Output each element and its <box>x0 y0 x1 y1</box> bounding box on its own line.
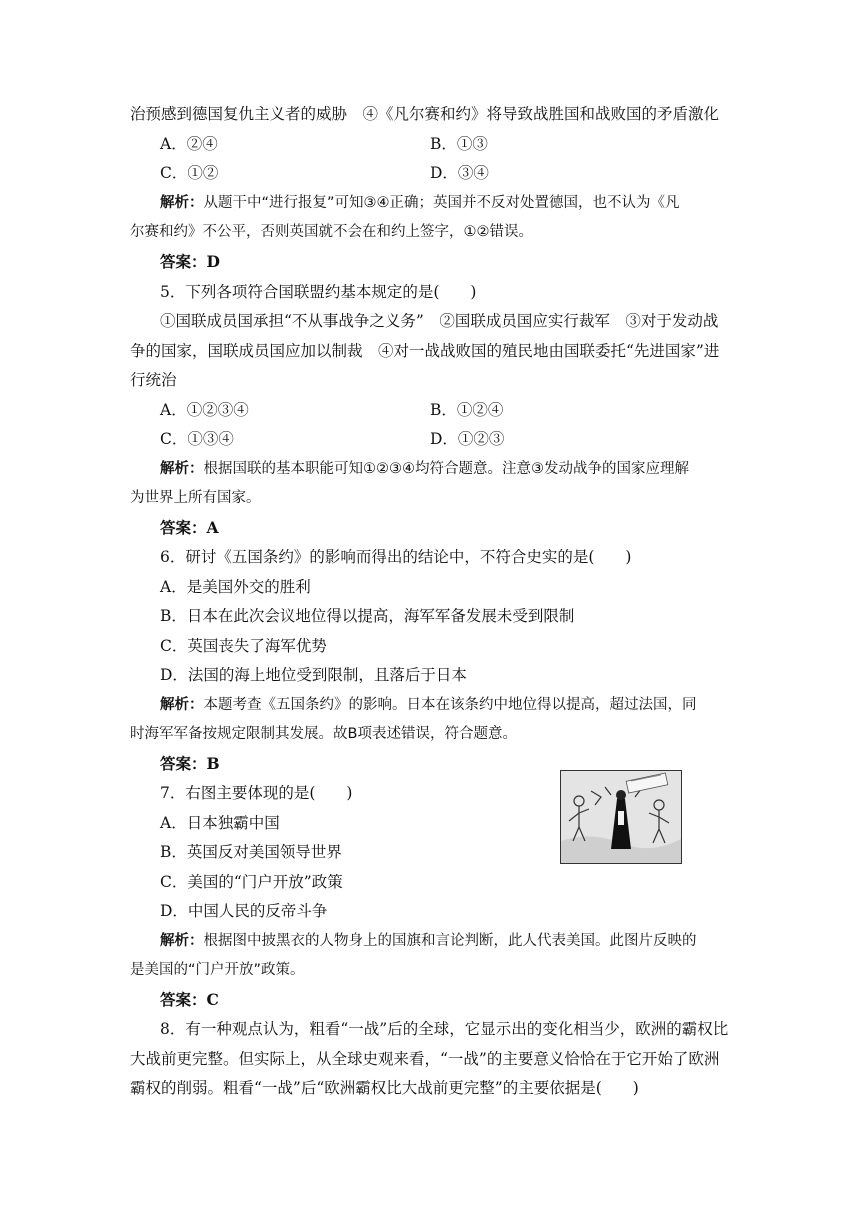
cartoon-image <box>560 770 682 864</box>
q6-answer <box>160 754 220 774</box>
q5-analysis-line-2: 为世界上所有国家。 <box>130 490 261 506</box>
analysis-label: 解析： <box>160 195 204 211</box>
q8-stem-line-3: 霸权的削弱。粗看“一战”后“欧洲霸权比大战前更完整”的主要依据是( ) <box>130 1079 639 1097</box>
q6-option-d: D．法国的海上地位受到限制，且落后于日本 <box>160 666 467 684</box>
q6-analysis-line-1 <box>160 695 697 715</box>
q7-option-c: C．美国的“门户开放”政策 <box>160 873 343 891</box>
q4-option-b: B．①③ <box>430 135 488 153</box>
q5-body-line-2: 争的国家，国联成员国应加以制裁 ④对一战战败国的殖民地由国联委托“先进国家”进 <box>130 342 720 360</box>
q4-answer <box>160 252 220 272</box>
answer-label: 答案： <box>160 252 207 271</box>
q7-analysis-line-1 <box>160 931 697 951</box>
q5-body-line-3: 行统治 <box>130 371 177 389</box>
analysis-text: 本题考查《五国条约》的影响。日本在该条约中地位得以提高，超过法国，同 <box>203 697 697 713</box>
answer-label: 答案： <box>160 754 207 773</box>
q6-option-a: A．是美国外交的胜利 <box>160 578 311 596</box>
answer-value: B <box>206 754 220 773</box>
q5-answer <box>160 518 219 538</box>
q5-body-line-1: ①国联成员国承担“不从事战争之义务” ②国联成员国应实行裁军 ③对于发动战 <box>160 312 719 330</box>
answer-label: 答案： <box>160 990 207 1009</box>
q8-stem-line-2: 大战前更完整。但实际上，从全球史观来看，“一战”的主要意义恰恰在于它开始了欧洲 <box>130 1050 720 1068</box>
q5-analysis-line-1 <box>160 459 689 479</box>
q4-stem-tail: 治预感到德国复仇主义者的威胁 ④《凡尔赛和约》将导致战胜国和战败国的矛盾激化 <box>130 105 720 123</box>
answer-value: A <box>206 518 219 537</box>
analysis-text: 根据图中披黑衣的人物身上的国旗和言论判断，此人代表美国。此图片反映的 <box>203 933 697 949</box>
answer-value: D <box>206 252 220 271</box>
q4-analysis-line-1 <box>160 193 680 213</box>
q7-analysis-line-2: 是美国的“门户开放”政策。 <box>130 962 305 978</box>
analysis-text: 根据国联的基本职能可知①②③④均符合题意。注意③发动战争的国家应理解 <box>203 461 689 477</box>
q4-option-a: A．②④ <box>160 135 218 153</box>
q7-option-a: A．日本独霸中国 <box>160 814 280 832</box>
q6-option-c: C．英国丧失了海军优势 <box>160 637 327 655</box>
q6-option-b: B．日本在此次会议地位得以提高，海军军备发展未受到限制 <box>160 607 575 625</box>
q4-option-c: C．①② <box>160 164 219 182</box>
q5-stem: 5．下列各项符合国联盟约基本规定的是( ) <box>160 283 477 301</box>
analysis-label: 解析： <box>160 461 204 477</box>
q4-option-d: D．③④ <box>430 164 489 182</box>
q5-option-a: A．①②③④ <box>160 401 249 419</box>
analysis-label: 解析： <box>160 933 204 949</box>
analysis-text: 从题干中“进行报复”可知③④正确；英国并不反对处置德国，也不认为《凡 <box>203 195 680 211</box>
answer-value: C <box>206 990 219 1009</box>
analysis-label: 解析： <box>160 697 204 713</box>
answer-label: 答案： <box>160 518 207 537</box>
q4-analysis-line-2: 尔赛和约》不公平，否则英国就不会在和约上签字，①②错误。 <box>130 224 533 240</box>
q5-option-d: D．①②③ <box>430 430 505 448</box>
q7-answer <box>160 990 219 1010</box>
q5-option-b: B．①②④ <box>430 401 504 419</box>
q6-stem: 6．研讨《五国条约》的影响而得出的结论中，不符合史实的是( ) <box>160 548 632 566</box>
q7-option-b: B．英国反对美国领导世界 <box>160 843 342 861</box>
q7-option-d: D．中国人民的反帝斗争 <box>160 902 328 920</box>
q7-stem: 7．右图主要体现的是( ) <box>160 784 353 802</box>
q8-stem-line-1: 8．有一种观点认为，粗看“一战”后的全球，它显示出的变化相当少，欧洲的霸权比 <box>160 1020 729 1038</box>
q5-option-c: C．①③④ <box>160 430 234 448</box>
q6-analysis-line-2: 时海军军备按规定限制其发展。故B项表述错误，符合题意。 <box>130 726 517 742</box>
